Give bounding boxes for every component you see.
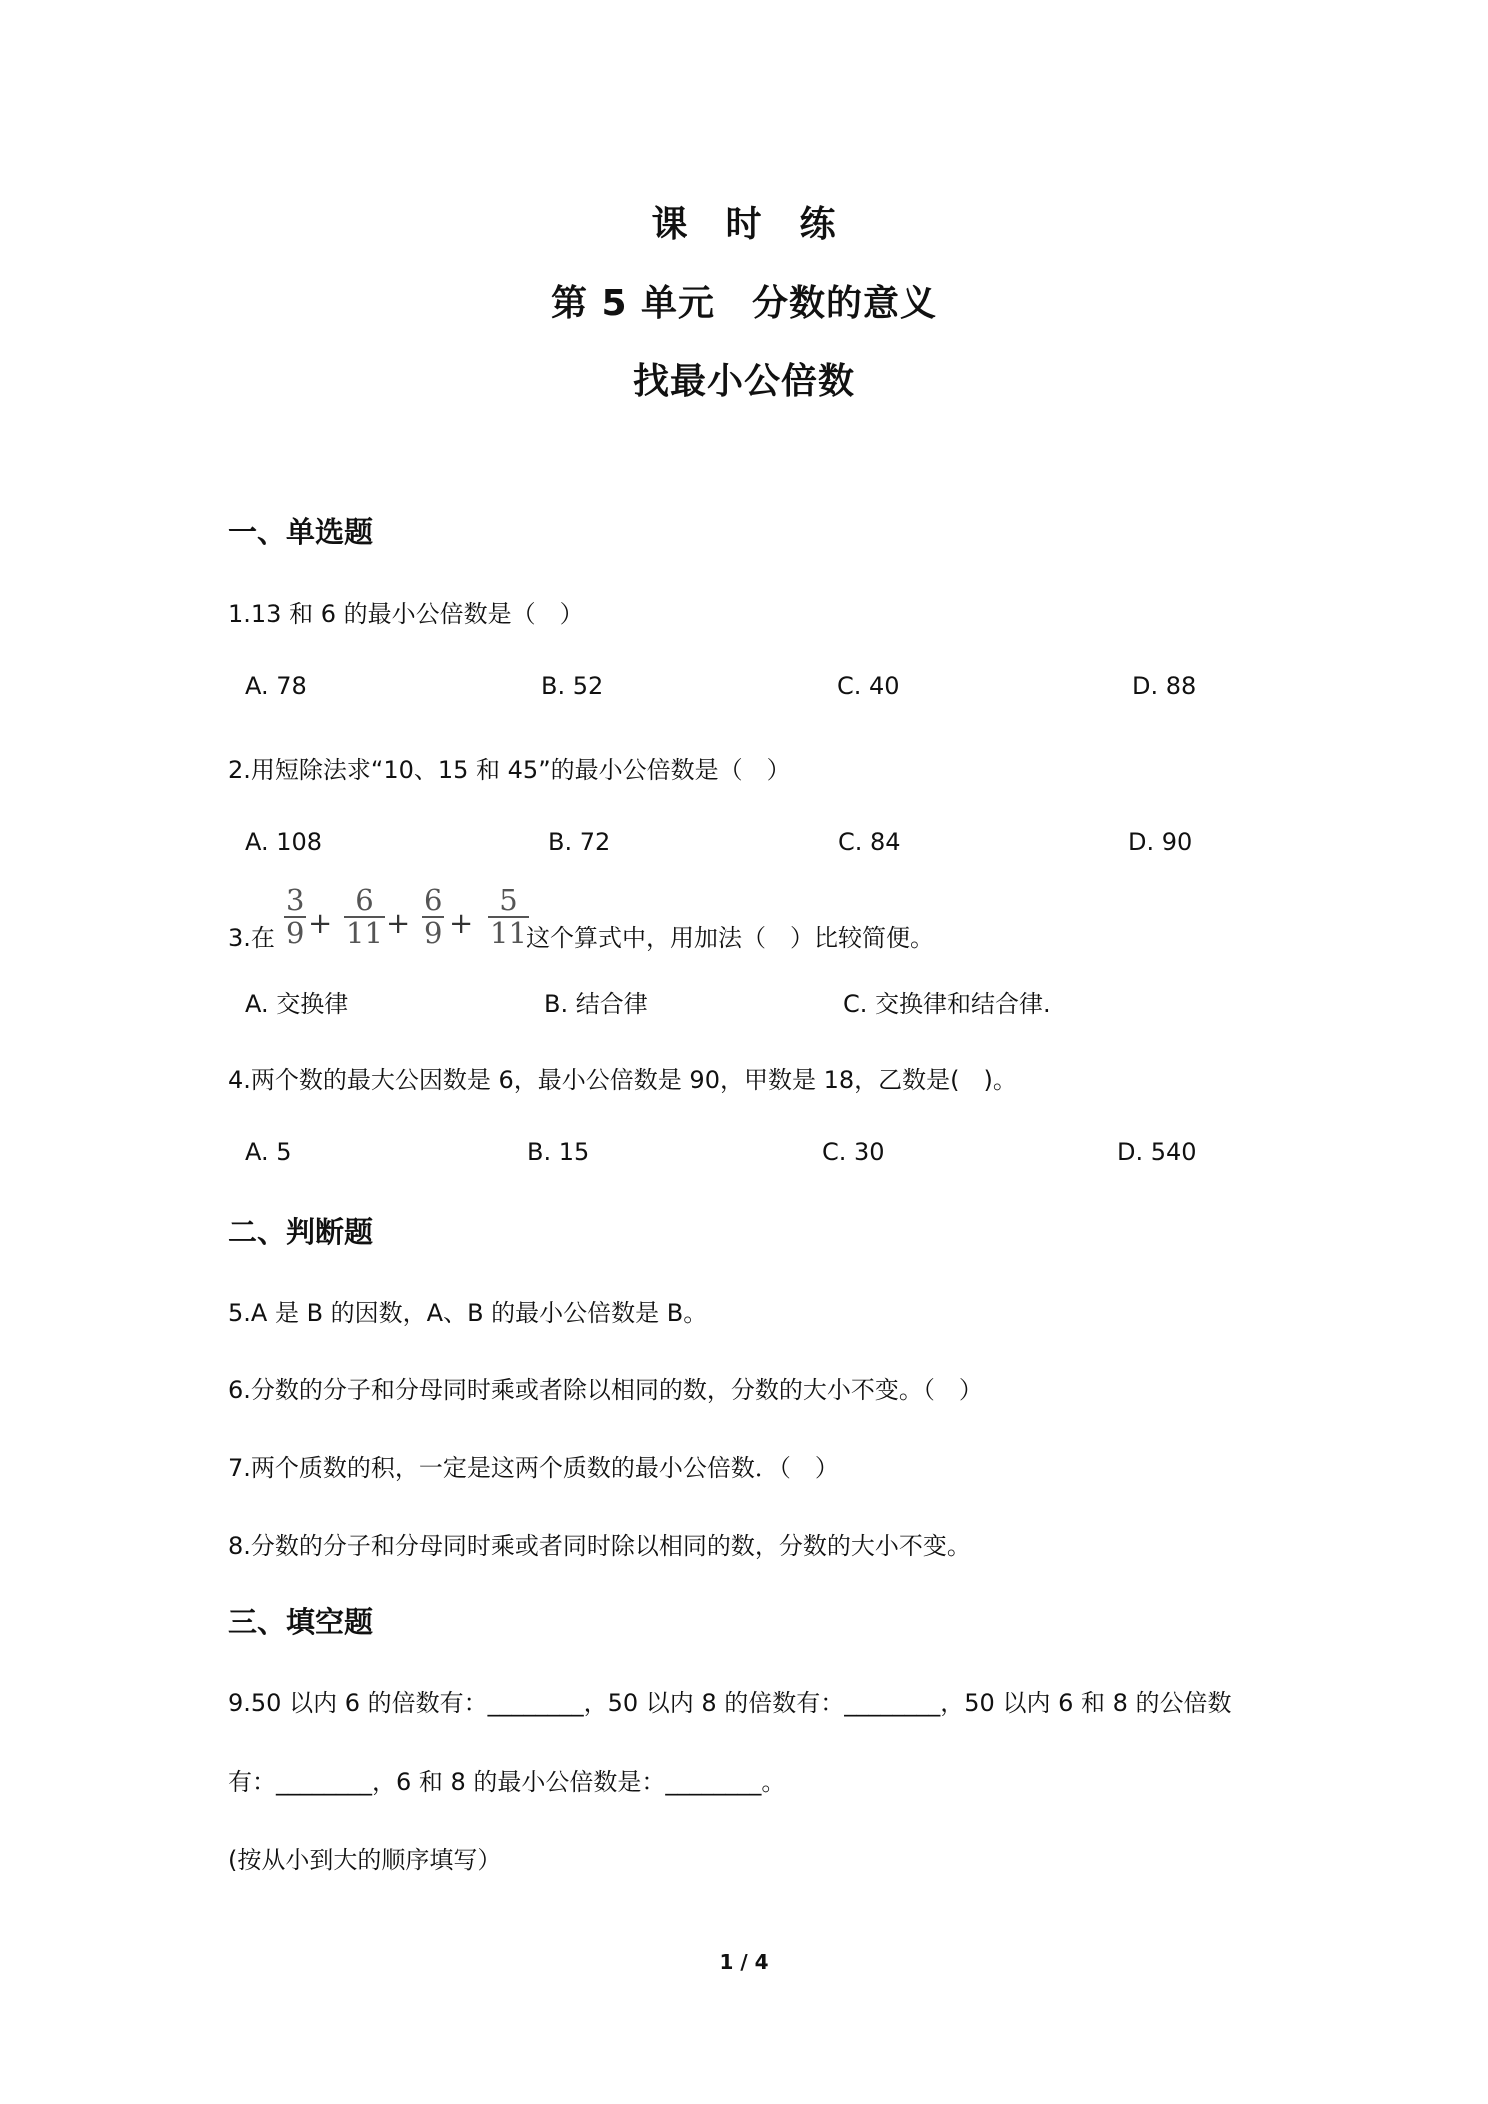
q3-fraction-2-numerator: 6 [344,885,385,918]
question-4: 4.两个数的最大公因数是 6，最小公倍数是 90，甲数是 18，乙数是( )。 [228,1066,1017,1094]
worksheet-title: 课 时 练 [651,204,837,245]
q1-option-d: D. 88 [1132,672,1197,700]
question-9-line-1: 9.50 以内 6 的倍数有：________，50 以内 8 的倍数有：________，50 以内 6 和 8 的公倍数 [228,1689,1232,1717]
q2-option-d: D. 90 [1128,828,1193,856]
q1-option-a: A. 78 [245,672,307,700]
q3-fraction-3-denominator: 9 [424,916,443,950]
q3-plus-3: + [449,906,474,940]
q3-fraction-4-numerator: 5 [488,885,529,918]
question-2: 2.用短除法求“10、15 和 45”的最小公倍数是（ ） [228,756,791,784]
question-5: 5.A 是 B 的因数，A、B 的最小公倍数是 B。 [228,1299,708,1327]
q3-fraction-1 [284,885,306,949]
q3-fraction-3 [422,885,444,949]
q3-fraction-1-numerator: 3 [286,883,305,917]
section-heading-fill-blank: 三、填空题 [228,1605,374,1639]
question-9-note: (按从小到大的顺序填写） [228,1846,502,1874]
q3-option-b: B. 结合律 [544,990,648,1018]
q4-option-c: C. 30 [822,1138,885,1166]
question-6: 6.分数的分子和分母同时乘或者除以相同的数，分数的大小不变。（ ） [228,1376,983,1404]
question-3-prefix: 3.在 [228,924,275,952]
question-9-line-2: 有：________，6 和 8 的最小公倍数是：________。 [228,1768,786,1796]
question-7: 7.两个质数的积，一定是这两个质数的最小公倍数．（ ） [228,1454,839,1482]
q2-option-a: A. 108 [245,828,323,856]
q3-fraction-4-denominator: 11 [490,916,527,950]
question-3-suffix: 这个算式中，用加法（ ）比较简便。 [526,924,934,952]
question-8: 8.分数的分子和分母同时乘或者同时除以相同的数，分数的大小不变。 [228,1532,971,1560]
q3-plus-1: + [308,906,333,940]
q3-fraction-2-denominator: 11 [346,916,383,950]
section-heading-single-choice: 一、单选题 [228,515,374,549]
q1-option-b: B. 52 [541,672,604,700]
q3-plus-2: + [386,906,411,940]
unit-title: 第 5 单元 分数的意义 [550,283,938,324]
q3-option-c: C. 交换律和结合律. [843,990,1051,1018]
q3-fraction-2 [344,885,385,949]
q3-fraction-1-denominator: 9 [286,916,305,950]
question-1: 1.13 和 6 的最小公倍数是（ ） [228,600,584,628]
q2-option-b: B. 72 [548,828,611,856]
q3-fraction-3-numerator: 6 [424,883,443,917]
q3-option-a: A. 交换律 [245,990,349,1018]
q1-option-c: C. 40 [837,672,900,700]
q4-option-d: D. 540 [1117,1138,1197,1166]
q3-fraction-4 [488,885,529,949]
page-number: 1 / 4 [719,1950,769,1974]
q4-option-b: B. 15 [527,1138,590,1166]
section-heading-true-false: 二、判断题 [228,1215,374,1249]
q2-option-c: C. 84 [838,828,901,856]
q4-option-a: A. 5 [245,1138,292,1166]
topic-title: 找最小公倍数 [632,361,855,402]
